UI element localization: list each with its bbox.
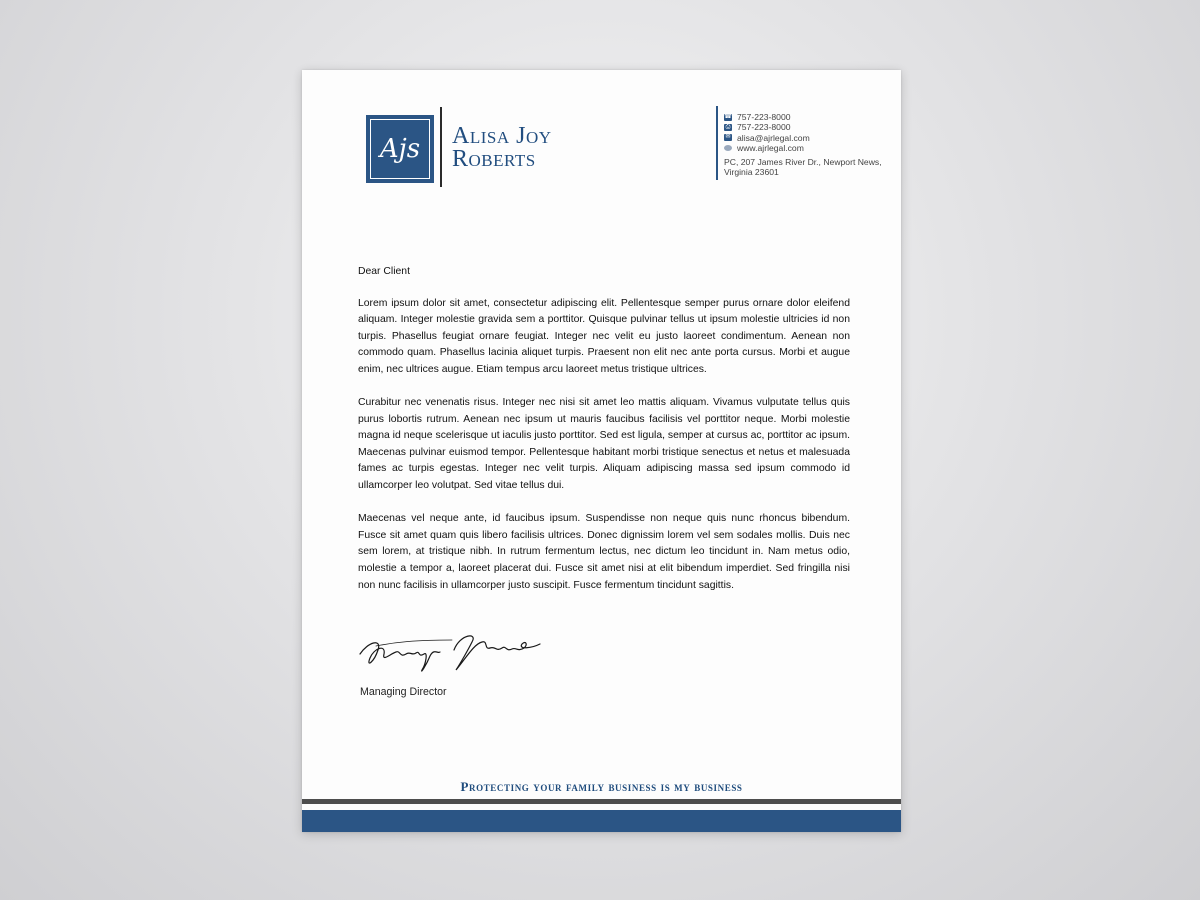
contact-email: alisa@ajrlegal.com (737, 132, 810, 143)
letterhead-page (302, 70, 901, 832)
contact-phone-row (724, 112, 894, 122)
paragraph-1: Lorem ipsum dolor sit amet, consectetur adipiscing elit. Pellentesque semper purus ornare dolor eleifend aliquam. Integer molestie gravida sem a porttitor. Quisque pulvinar tellus ut ipsum molestie ultricies id non turpis. Phasellus feugiat ornare feugiat. Integer nec velit eu justo laoreet condimentum. Aenean non commodo quam. Phasellus lacinia aliquet turpis. Praesent non elit nec ante porta cursus. Morbi et augue enim, nec ultrices augue. Etiam tempus arcu laoreet metus tristique ultrices. (358, 297, 850, 375)
contact-email-row (724, 133, 894, 143)
address-line2: Virginia 23601 (724, 167, 779, 178)
footer-grey-band (302, 799, 901, 804)
firm-name-line2: Roberts (452, 146, 536, 172)
contact-block (724, 112, 894, 178)
footer-tagline: Protecting your family business is my business (460, 779, 743, 794)
signature-title: Managing Director (360, 686, 447, 698)
paragraph-2: Curabitur nec venenatis risus. Integer nec nisi sit amet leo mattis aliquam. Vivamus vulputate tellus quis purus lobortis rutrum. Aenean nec ipsum ut mauris faucibus facilisis vel porttitor neque. Morbi molestie magna id neque scelerisque ut iaculis justo porttitor. Sed est ligula, semper at cursus ac, porttitor ac ipsum. Maecenas pulvinar euismod tempor. Pellentesque habitant morbi tristique senectus et netus et malesuada fames ac turpis egestas. Integer nec velit turpis. Aliquam adipiscing massa sed ipsum commodo id ullamcorper leo volutpat. Sed vitae tellus dui. (358, 397, 850, 492)
email-icon: ✉ (725, 134, 731, 141)
address-line1: PC, 207 James River Dr., Newport News, (724, 157, 882, 168)
web-icon (724, 145, 732, 151)
contact-website-row (724, 143, 894, 153)
paragraph-3: Maecenas vel neque ante, id faucibus ipsum. Suspendisse non neque quis nunc rhoncus bibendum. Fusce sit amet quam quis libero facilisis ultrices. Donec dignissim lorem vel sem sodales mollis. Duis nec sem lorem, at tristique nibh. In rutrum fermentum lectus, nec dictum leo tincidunt in. Nam metus odio, molestie a tempor a, laoreet placerat dui. Fusce sit amet nisi at elit bibendum imperdiet. Sed fringilla nisi non nunc facilisis in ullamcorper justo suscipit. Fusce fermentum tincidunt sagittis. (358, 513, 850, 591)
logo-divider (440, 107, 442, 187)
greeting: Dear Client (358, 266, 410, 277)
contact-fax-row (724, 122, 894, 132)
contact-divider (716, 106, 718, 180)
footer-blue-band (302, 810, 901, 832)
letter-body (358, 264, 850, 611)
contact-fax: 757-223-8000 (737, 122, 791, 133)
handwritten-signature (356, 628, 546, 678)
fax-icon: ⎙ (725, 123, 731, 130)
contact-website: www.ajrlegal.com (737, 142, 804, 153)
firm-name (452, 125, 552, 171)
firm-name-line1: Alisa Joy (452, 123, 552, 149)
contact-phone: 757-223-8000 (737, 112, 791, 122)
monogram-logo (366, 115, 434, 183)
contact-address (724, 157, 894, 178)
monogram-text: Ajs (370, 119, 430, 179)
phone-icon: ☎ (724, 113, 732, 120)
